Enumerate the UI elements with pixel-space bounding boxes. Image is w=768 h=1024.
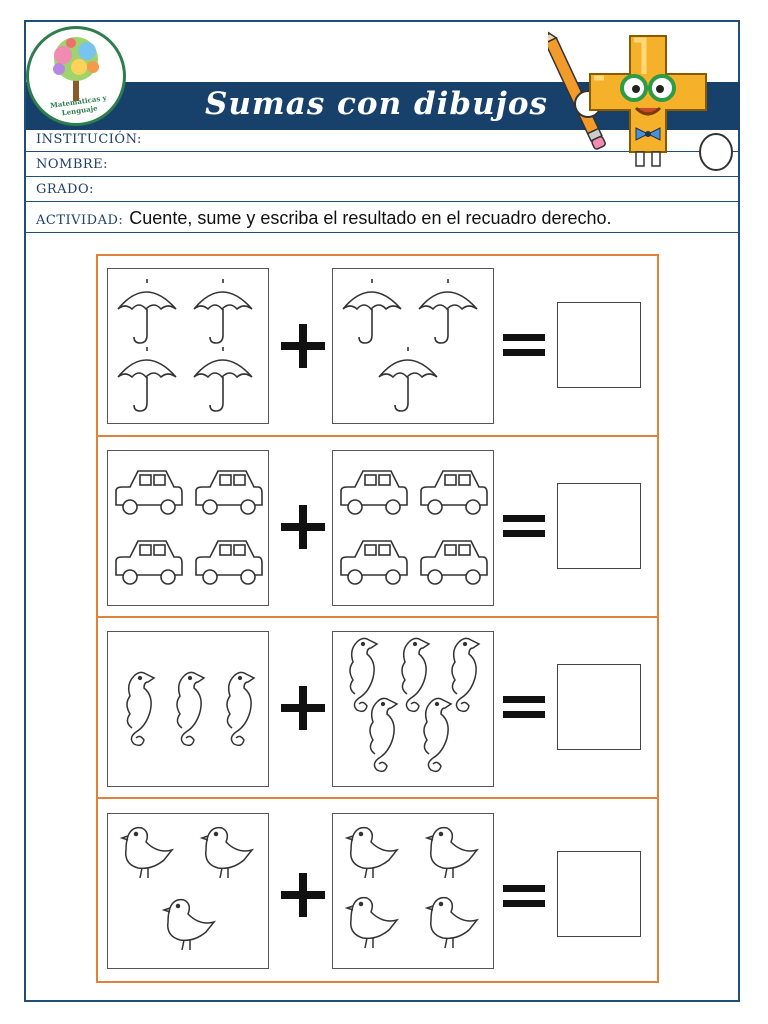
bird-icon [108,814,267,967]
activity-instructions: Cuente, sume y escriba el resultado en el recuadro derecho. [129,208,612,228]
equals-sign-icon [501,690,547,724]
left-picture-box [107,450,269,606]
plus-sign-icon [279,322,327,370]
page-title: Sumas con dibujos [205,86,548,122]
left-picture-box [107,813,269,969]
equals-sign-icon [501,879,547,913]
exercise-row-1 [98,256,657,437]
answer-box[interactable] [557,851,641,937]
answer-box[interactable] [557,664,641,750]
exercise-row-4 [98,799,657,981]
logo-text: Matemáticas y Lenguaje [49,93,108,118]
exercise-grid [96,254,659,983]
umbrella-icon [108,269,267,422]
left-picture-box [107,268,269,424]
right-picture-box [332,631,494,787]
exercise-row-2 [98,437,657,618]
equals-sign-icon [501,509,547,543]
umbrella-icon [333,269,492,422]
field-actividad-label: ACTIVIDAD: [36,213,124,228]
plus-sign-icon [279,684,327,732]
equals-sign-icon [501,328,547,362]
field-nombre-label: NOMBRE: [36,157,109,172]
field-actividad [26,205,738,233]
field-institucion-label: INSTITUCIÓN: [36,132,142,147]
car-icon [333,451,492,604]
plus-sign-icon [279,503,327,551]
exercise-row-3 [98,618,657,799]
school-logo [26,26,126,126]
right-picture-box [332,268,494,424]
answer-box[interactable] [557,302,641,388]
bird-icon [333,814,492,967]
answer-box[interactable] [557,483,641,569]
right-picture-box [332,813,494,969]
seahorse-icon [333,632,492,785]
car-icon [108,451,267,604]
plus-sign-icon [279,871,327,919]
right-picture-box [332,450,494,606]
left-picture-box [107,631,269,787]
seahorse-icon [108,632,267,785]
mascot-plus-icon [548,24,748,184]
field-grado-label: GRADO: [36,182,95,197]
